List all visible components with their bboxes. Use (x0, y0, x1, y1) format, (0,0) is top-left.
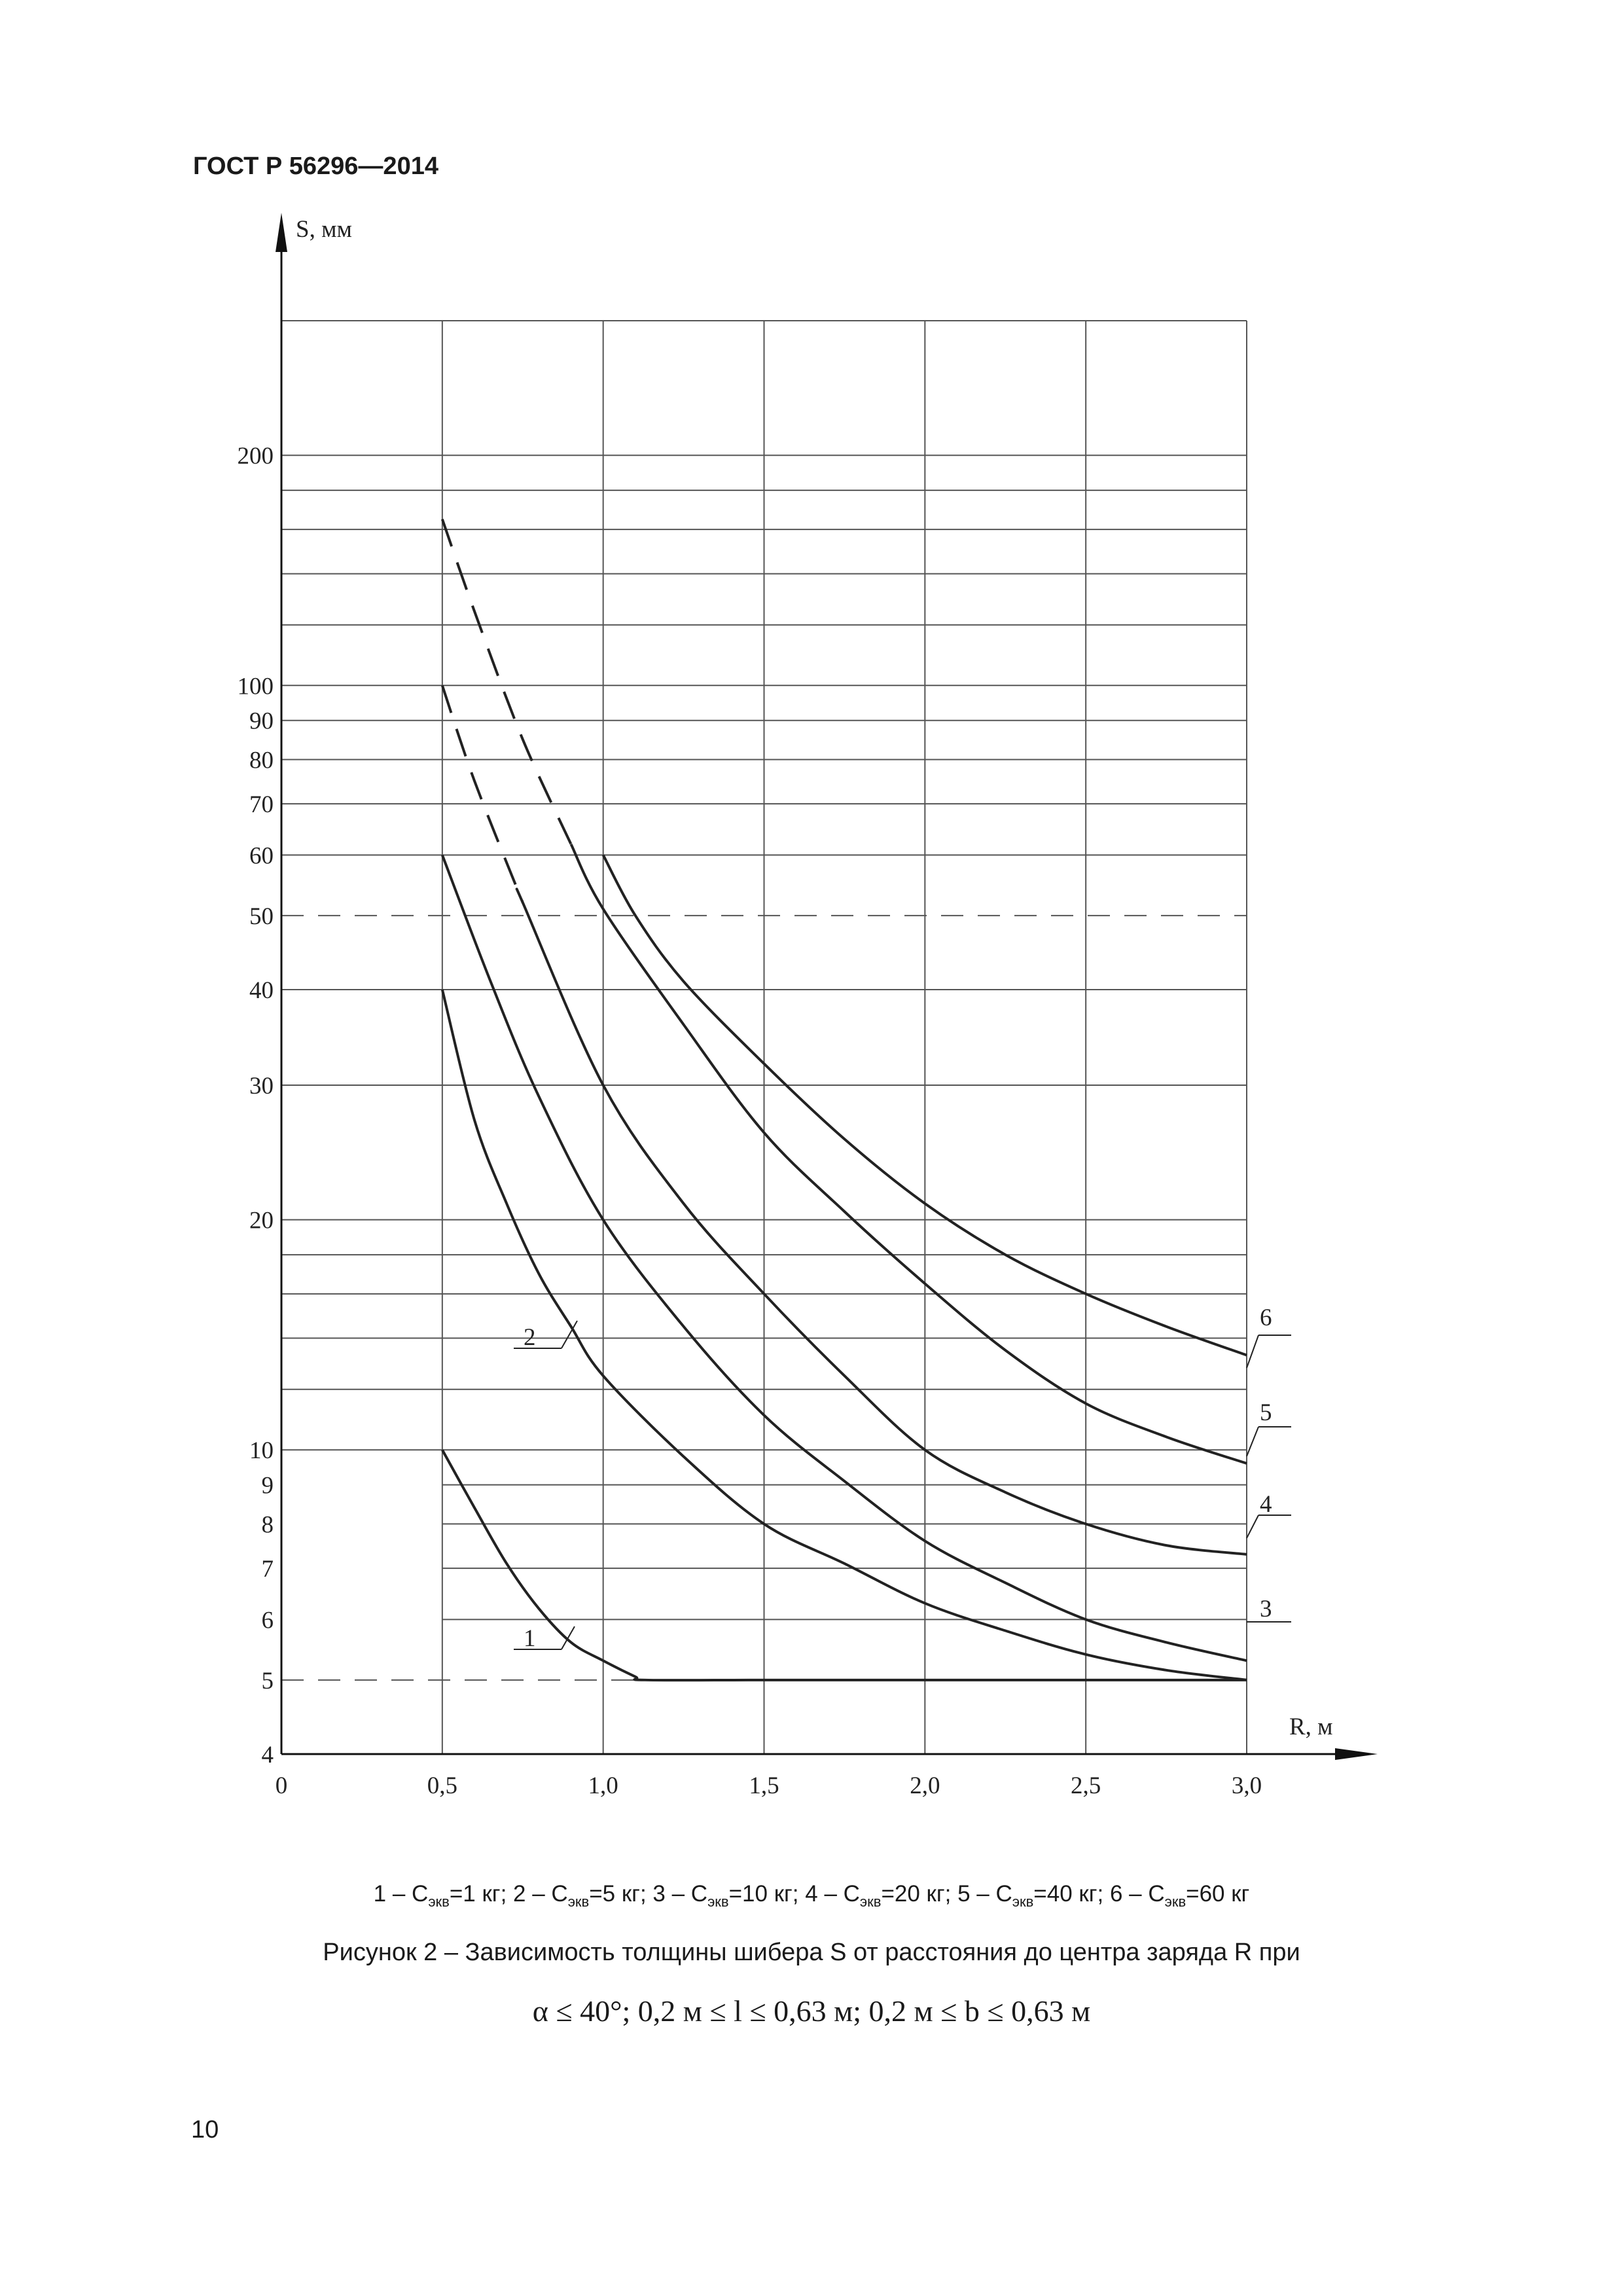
y-tick-label: 10 (249, 1437, 274, 1465)
x-tick-label: 2,0 (910, 1772, 940, 1799)
x-tick-label: 0 (275, 1772, 288, 1799)
series-5-dashed (442, 519, 571, 844)
y-tick-label: 60 (249, 842, 274, 870)
y-tick-label: 5 (261, 1667, 274, 1695)
x-tick-label: 3,0 (1231, 1772, 1262, 1799)
curve-label-1: 1 (524, 1625, 536, 1652)
document-code: ГОСТ Р 56296—2014 (193, 152, 438, 180)
y-axis-title: S, мм (296, 216, 352, 243)
x-tick-label: 1,0 (588, 1772, 618, 1799)
y-tick-label: 4 (261, 1742, 274, 1768)
legend-item-3: $3 - С_{экв}=10$ кг (652, 1881, 793, 1910)
y-tick-label: 7 (261, 1556, 274, 1583)
y-tick-label: 40 (249, 977, 274, 1005)
y-tick-label: 100 (237, 673, 274, 700)
series-5-line (571, 844, 1247, 1463)
x-axis-title: R, м (1289, 1713, 1333, 1740)
legend-item-1: $1 - С_{экв}=1$ кг (373, 1881, 501, 1910)
legend-item-5: $5 - С_{экв}=40$ кг (957, 1881, 1097, 1910)
legend-item-6: $6 - С_{экв}=60$ кг (1109, 1881, 1250, 1910)
axes-layer (276, 213, 1378, 1760)
series-4-line (517, 889, 1247, 1554)
curve-label-6: 6 (1260, 1304, 1272, 1331)
y-tick-label: 200 (237, 442, 274, 470)
y-tick-label: 9 (261, 1472, 274, 1499)
figure-caption: Рисунок 2 – Зависимость толщины шибера S от расстояния до центра заряда R при (323, 1939, 1300, 1966)
curve-label-5: 5 (1260, 1399, 1272, 1426)
y-tick-label: 50 (249, 903, 274, 930)
figure-condition: α ≤ 40°; 0,2 м ≤ l ≤ 0,63 м; 0,2 м ≤ b ≤ 0,63 м (532, 1994, 1091, 2028)
series-2-line (442, 990, 1247, 1680)
y-tick-label: 70 (249, 791, 274, 819)
x-axis-arrow (1335, 1748, 1378, 1760)
curve-leader (1247, 1335, 1258, 1368)
y-tick-label: 8 (261, 1511, 274, 1539)
curve-leader (1247, 1515, 1258, 1538)
series-4-dashed (442, 685, 523, 903)
y-axis-arrow (276, 213, 287, 252)
x-tick-label: 2,5 (1071, 1772, 1101, 1799)
curve-leader (1247, 1427, 1258, 1456)
curve-leader (562, 1626, 575, 1649)
labels-layer (238, 216, 1333, 1799)
y-tick-label: 30 (249, 1072, 274, 1100)
curve-label-4: 4 (1260, 1491, 1272, 1518)
curve-label-3: 3 (1260, 1596, 1272, 1623)
grid-layer (281, 321, 1247, 1754)
y-tick-label: 80 (249, 747, 274, 774)
y-tick-label: 6 (261, 1607, 274, 1634)
curve-label-2: 2 (524, 1324, 536, 1351)
curves-layer (442, 519, 1247, 1680)
legend-item-2: $2 - С_{экв}=5$ кг (513, 1881, 640, 1910)
legend: $1 - С_{экв}=1$ кг; $2 - С_{экв}=5$ кг; $3 - С_{экв}=10$ кг; $4 - С_{экв}=20$ кг; $5 - С_{экв}=40$ кг; $6 - С_{экв}=60$ кг (373, 1881, 1250, 1910)
y-tick-label: 90 (249, 708, 274, 735)
series-3-line (442, 855, 1247, 1660)
legend-item-4: $4 - С_{экв}=20$ кг (805, 1881, 945, 1910)
y-tick-label: 20 (249, 1207, 274, 1234)
x-tick-label: 0,5 (427, 1772, 457, 1799)
page-number: 10 (191, 2116, 219, 2144)
x-tick-label: 1,5 (749, 1772, 779, 1799)
